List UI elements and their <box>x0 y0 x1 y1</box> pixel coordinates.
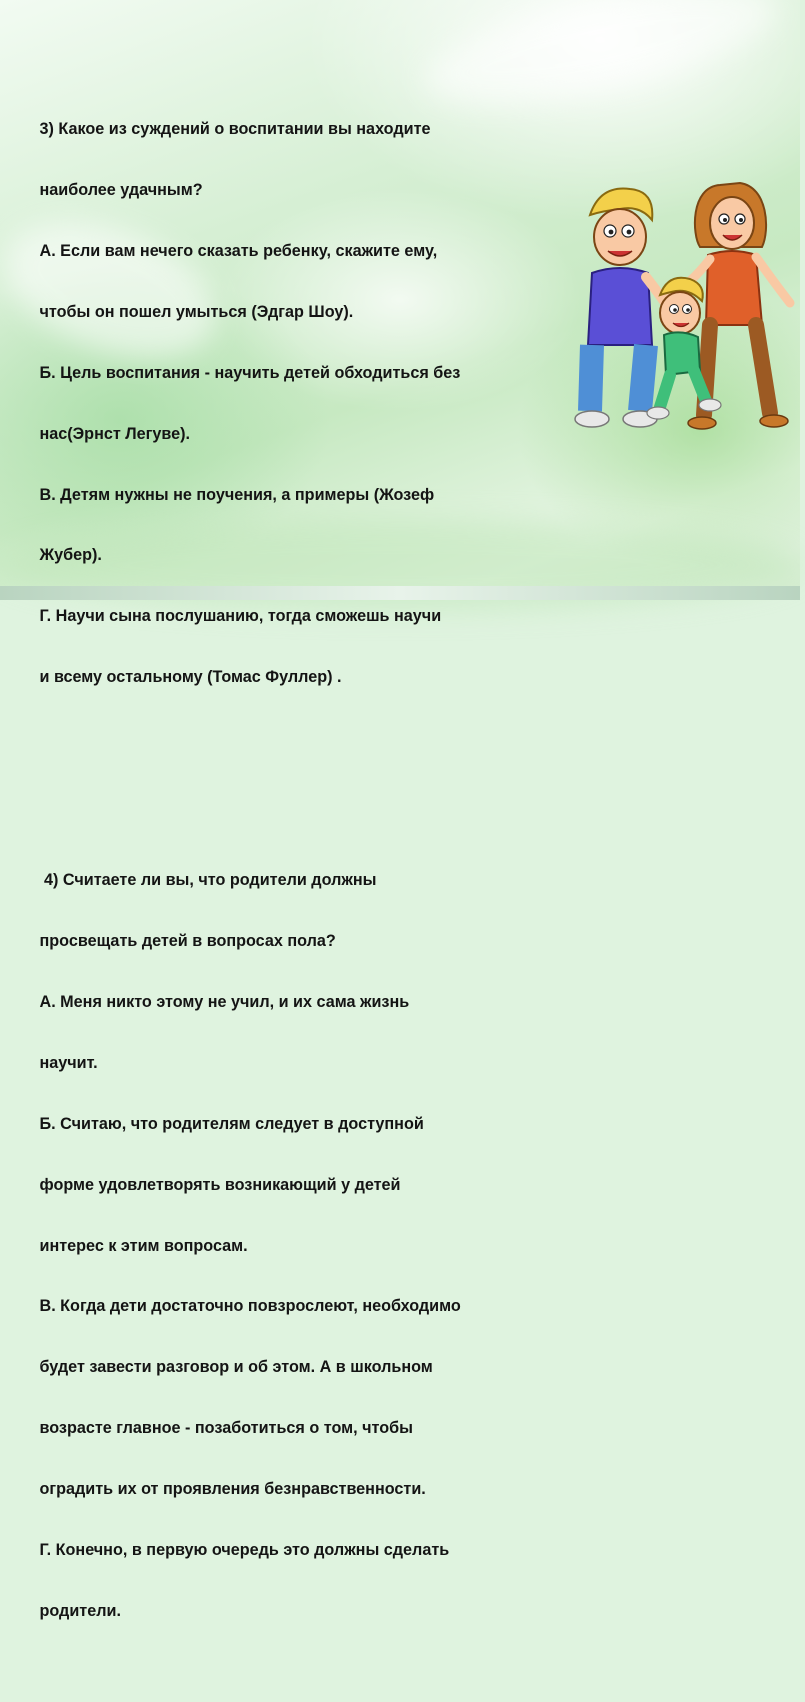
answer-a-line: чтобы он пошел умыться (Эдгар Шоу). <box>35 302 354 321</box>
bottom-bar <box>0 586 800 600</box>
answer-a-line: А. Меня никто этому не учил, и их сама жизнь <box>35 992 410 1011</box>
question-4-line: просвещать детей в вопросах пола? <box>35 932 336 951</box>
answer-a-line: А. Если вам нечего сказать ребенку, скажите ему, <box>35 241 438 260</box>
answer-d-line: Г. Конечно, в первую очередь это должны сделать <box>35 1540 450 1559</box>
question-4-line: 4) Считаете ли вы, что родители должны <box>35 871 377 890</box>
slide-text <box>35 38 605 1702</box>
answer-b-line: форме удовлетворять возникающий у детей <box>35 1175 401 1194</box>
answer-d-line: и всему остальному (Томас Фуллер) . <box>35 668 342 687</box>
father-figure <box>575 189 668 427</box>
spacer <box>35 769 605 789</box>
question-3 <box>35 79 605 729</box>
answer-c-line: Жубер). <box>35 546 102 565</box>
question-3-line: 3) Какое из суждений о воспитании вы находите <box>35 120 431 139</box>
family-clipart-icon <box>580 175 805 435</box>
question-3-line: наиболее удачным? <box>35 181 203 200</box>
answer-c-line: будет завести разговор и об этом. А в школьном <box>35 1358 433 1377</box>
answer-b-line: интерес к этим вопросам. <box>35 1236 248 1255</box>
question-4 <box>35 830 605 1662</box>
answer-c-line: В. Когда дети достаточно повзрослеют, необходимо <box>35 1297 461 1316</box>
answer-c-line: оградить их от проявления безнравственности. <box>35 1480 426 1499</box>
answer-d-line: родители. <box>35 1601 121 1620</box>
answer-b-line: Б. Считаю, что родителям следует в доступной <box>35 1114 424 1133</box>
answer-a-line: научит. <box>35 1053 98 1072</box>
answer-b-line: Б. Цель воспитания - научить детей обходиться без <box>35 363 461 382</box>
answer-c-line: возрасте главное - позаботиться о том, чтобы <box>35 1419 413 1438</box>
answer-d-line: Г. Научи сына послушанию, тогда сможешь научи <box>35 607 442 626</box>
answer-b-line: нас(Эрнст Легуве). <box>35 424 191 443</box>
answer-c-line: В. Детям нужны не поучения, а примеры (Жозеф <box>35 485 435 504</box>
